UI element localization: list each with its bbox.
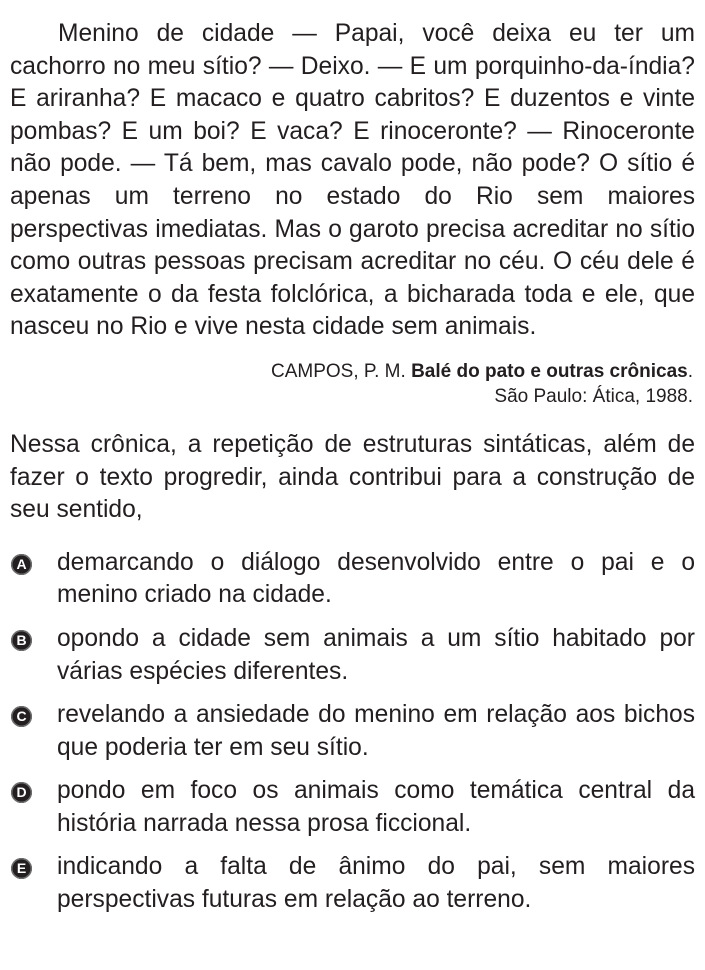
option-a[interactable] — [10, 547, 695, 612]
chronicle-passage: Menino de cidade — Papai, você deixa eu ter um cachorro no meu sítio? — Deixo. — E um porquinho-da-índia? E ariranha? E macaco e quatro cabritos? E duzentos e vinte pombas? E um boi? E vaca? E rinoceronte? — Rinoceronte não pode. — Tá bem, mas cavalo pode, não pode? O sítio é apenas um terreno no estado do Rio sem maiores perspectivas imediatas. Mas o garoto precisa acreditar no sítio como outras pessoas precisam acreditar no céu. O céu dele é exatamente o da festa folclórica, a bicharada toda e ele, que nasceu no Rio e vive nesta cidade sem animais. — [10, 20, 695, 341]
option-a-letter-badge: A — [11, 554, 32, 575]
source-citation — [10, 359, 695, 409]
answer-options — [10, 547, 695, 917]
option-e-text: indicando a falta de ânimo do pai, sem maiores perspectivas futuras em relação ao terreno. — [57, 853, 695, 914]
option-d-letter-badge: D — [11, 782, 32, 803]
option-d-text: pondo em foco os animais como temática central da história narrada nessa prosa ficcional. — [57, 777, 695, 837]
option-e[interactable] — [10, 851, 695, 916]
option-a-text: demarcando o diálogo desenvolvido entre o pai e o menino criado na cidade. — [57, 548, 695, 609]
citation-book-title: Balé do pato e outras crônicas — [411, 360, 688, 382]
citation-line-1 — [10, 359, 693, 384]
option-e-letter-badge: E — [11, 858, 32, 879]
option-c[interactable] — [10, 699, 695, 764]
option-c-letter-badge: C — [11, 706, 32, 727]
citation-author: CAMPOS, P. M. — [271, 360, 406, 382]
option-c-text: revelando a ansiedade do menino em relação aos bichos que poderia ter em seu sítio. — [57, 701, 695, 761]
option-b-text: opondo a cidade sem animais a um sítio habitado por várias espécies diferentes. — [57, 624, 695, 685]
citation-title-end: . — [687, 360, 693, 382]
option-b[interactable] — [10, 623, 695, 688]
option-d[interactable] — [10, 775, 695, 840]
option-b-letter-badge: B — [11, 630, 32, 651]
question-stem: Nessa crônica, a repetição de estruturas sintáticas, além de fazer o texto progredir, ainda contribui para a construção de seu sentido, — [10, 430, 695, 524]
citation-publisher: São Paulo: Ática, 1988. — [494, 385, 693, 407]
